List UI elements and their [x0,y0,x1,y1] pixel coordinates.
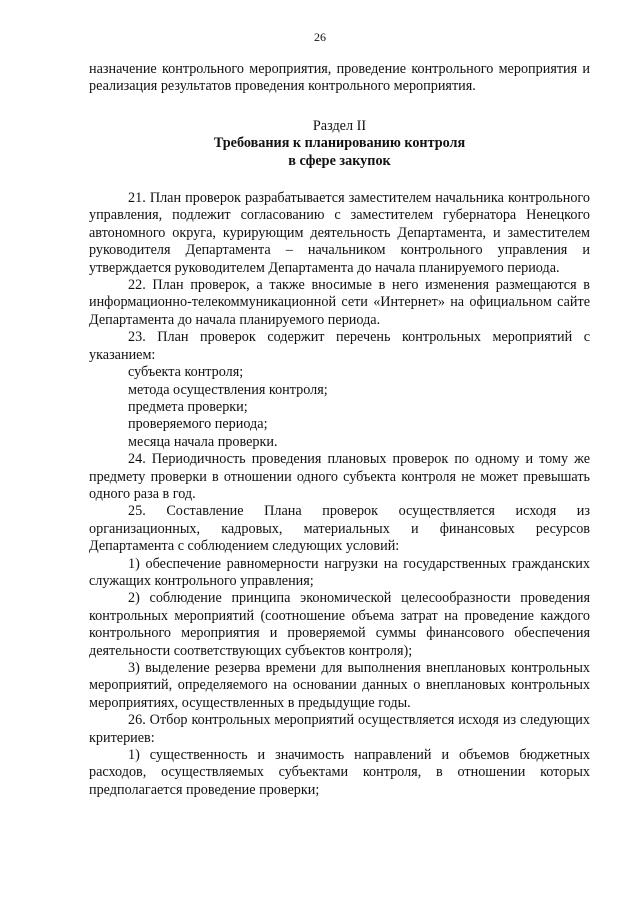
page-number: 26 [314,30,326,44]
paragraph-26: 26. Отбор контрольных мероприятий осуществляется исходя из следующих критериев: [89,712,590,746]
paragraph-21: 21. План проверок разрабатывается заместителем начальника контрольного управления, подлежит согласованию с заместителем губернатора Ненецкого автономного округа, курирующим деятельность Департамента, и заместителем руководителя Департамента – начальником контрольного управления и утверждается руководителем Департамента до начала планируемого периода. [89,190,590,276]
list-item: проверяемого периода; [128,416,268,433]
section-label: Раздел II [312,117,367,134]
section-title-line-2: в сфере закупок [288,152,391,169]
list-item: 3) выделение резерва времени для выполнения внеплановых контрольных мероприятий, определяемого на основании данных о внеплановых контрольных мероприятиях, осуществленных в предыдущие годы. [89,660,590,711]
paragraph-23: 23. План проверок содержит перечень контрольных мероприятий с указанием: [89,329,590,363]
list-item: месяца начала проверки. [128,433,278,450]
paragraph-25: 25. Составление Плана проверок осуществляется исходя из организационных, кадровых, материальных и финансовых ресурсов Департамента с соблюдением следующих условий: [89,503,590,555]
list-item: 1) существенность и значимость направлений и объемов бюджетных расходов, осуществляемых субъектами контроля, в отношении которых предполагается проведение проверки; [89,747,590,798]
document-body [89,61,590,799]
list-item: 1) обеспечение равномерности нагрузки на государственных гражданских служащих контрольного управления; [89,555,590,589]
list-item: 2) соблюдение принципа экономической целесообразности проведения контрольных мероприятий (соотношение объема затрат на проведение каждого контрольного мероприятия и проверяемой суммы финансового обеспечения деятельности соответствующих субъектов контроля); [89,590,590,659]
intro-paragraph: назначение контрольного мероприятия, проведение контрольного мероприятия и реализация результатов проведения контрольного мероприятия. [89,61,590,95]
list-item: метода осуществления контроля; [128,381,328,398]
paragraph-24: 24. Периодичность проведения плановых проверок по одному и тому же предмету проверки в отношении одного субъекта контроля не может превышать одного раза в год. [89,451,590,502]
list-item: субъекта контроля; [128,364,244,381]
list-item: предмета проверки; [128,398,248,415]
section-title-line-1: Требования к планированию контроля [213,135,466,152]
paragraph-22: 22. План проверок, а также вносимые в него изменения размещаются в информационно-телекоммуникационной сети «Интернет» на официальном сайте Департамента до начала планируемого периода. [89,277,590,328]
